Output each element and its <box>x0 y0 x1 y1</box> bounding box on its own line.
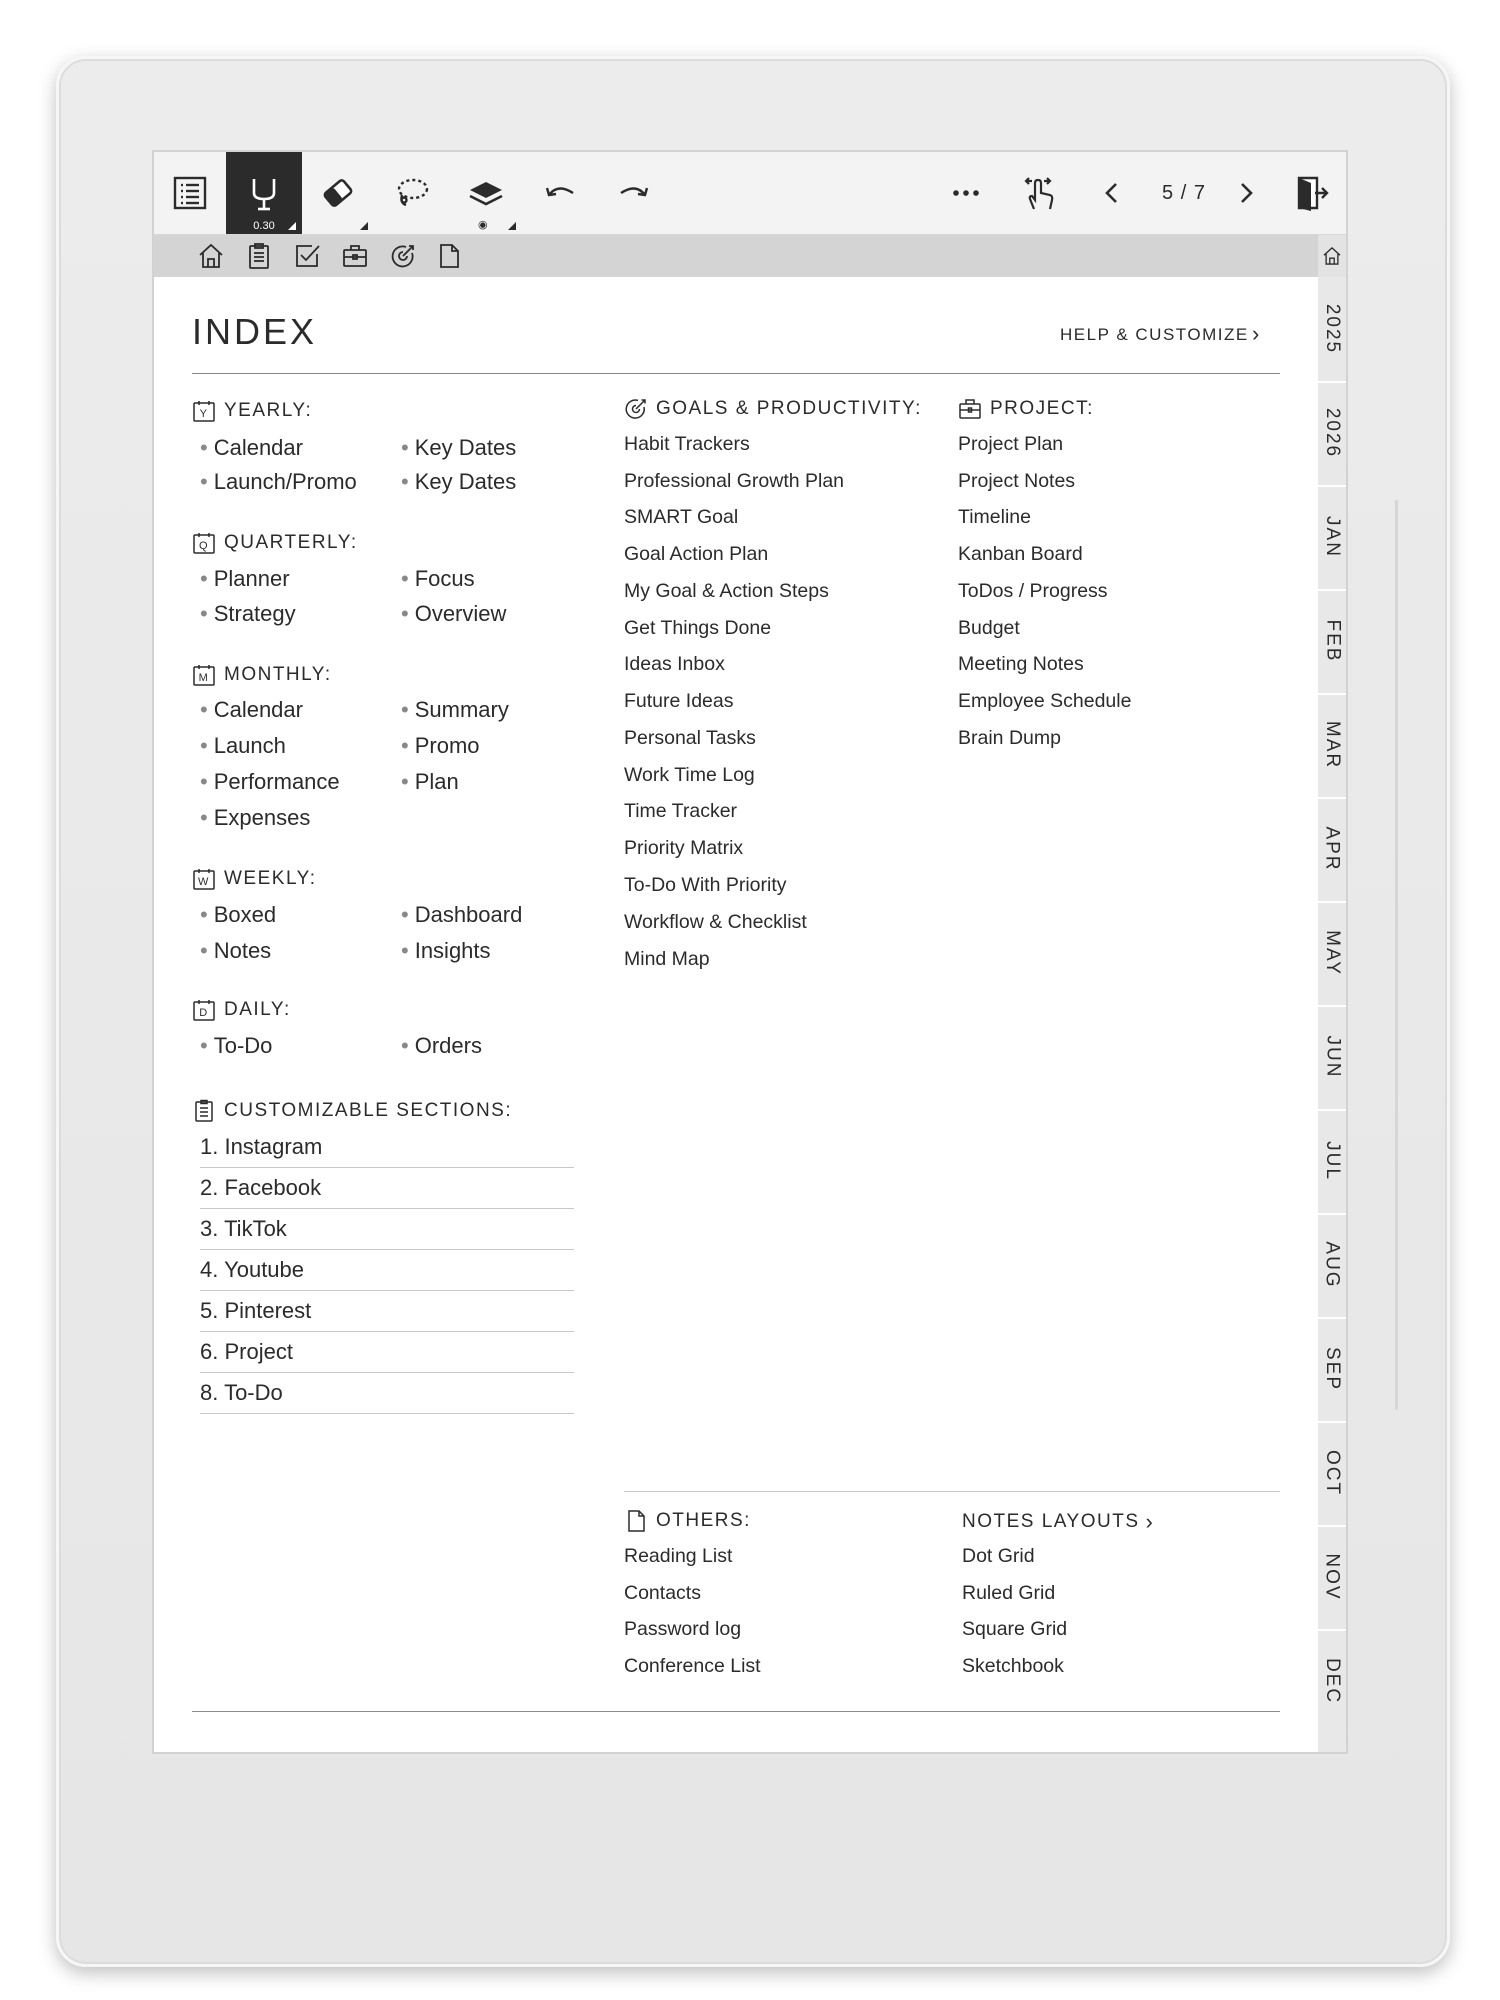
weekly-insights-link[interactable]: • Insights <box>401 938 491 963</box>
pen-icon <box>244 173 284 213</box>
yearly-key-dates-2-link[interactable]: • Key Dates <box>401 469 517 494</box>
tab-nov[interactable]: NOV <box>1318 1525 1346 1631</box>
checklist-icon[interactable] <box>290 239 324 273</box>
goals-item-link[interactable]: SMART Goal <box>624 506 739 528</box>
more-button[interactable] <box>930 152 1002 234</box>
svg-text:D: D <box>199 1007 209 1019</box>
monthly-performance-link[interactable]: • Performance <box>200 769 340 794</box>
redo-icon <box>614 173 654 213</box>
goals-item-link[interactable]: Goal Action Plan <box>624 543 769 565</box>
eraser-options-indicator <box>360 222 368 230</box>
project-item-link[interactable]: Brain Dump <box>958 727 1061 749</box>
prev-page-button[interactable] <box>1082 152 1142 234</box>
side-home-icon[interactable] <box>1318 235 1346 277</box>
chevron-right-icon: › <box>1252 321 1260 346</box>
pen-tool-button[interactable] <box>226 152 302 234</box>
briefcase-icon[interactable] <box>338 239 372 273</box>
visibility-icon: ◉ <box>478 219 488 231</box>
svg-text:Q: Q <box>198 540 210 552</box>
redo-button[interactable] <box>598 152 670 234</box>
quarterly-planner-link[interactable]: • Planner <box>200 566 290 591</box>
layers-button[interactable] <box>450 152 522 234</box>
calendar-m-icon <box>192 663 216 687</box>
yearly-heading: Y YEARLY: <box>192 399 312 423</box>
goals-item-link[interactable]: Workflow & Checklist <box>624 911 807 933</box>
yearly-launch-promo-link[interactable]: • Launch/Promo <box>200 469 357 494</box>
yearly-calendar-link[interactable]: • Calendar <box>200 435 303 460</box>
calendar-w-icon <box>192 867 216 891</box>
tab-dec[interactable]: DEC <box>1322 1657 1343 1705</box>
pen-options-indicator <box>288 222 296 230</box>
tab-apr[interactable]: APR <box>1318 797 1346 903</box>
tab-2026[interactable]: 2026 <box>1318 381 1346 487</box>
weekly-dashboard-link[interactable]: • Dashboard <box>401 902 523 927</box>
project-item-link[interactable]: Project Plan <box>958 433 1064 455</box>
eraser-tool-button[interactable] <box>302 152 374 234</box>
custom-section-item[interactable]: 3. TikTok <box>200 1209 574 1250</box>
project-item-link[interactable]: Project Notes <box>958 470 1076 492</box>
notes-layouts-heading[interactable]: NOTES LAYOUTS › <box>962 1509 1155 1534</box>
weekly-boxed-link[interactable]: • Boxed <box>200 902 277 927</box>
toolbar <box>154 152 1346 235</box>
others-item-link[interactable]: Reading List <box>624 1545 733 1567</box>
goal-icon <box>624 397 648 421</box>
table-of-contents-icon[interactable] <box>154 152 226 234</box>
others-divider <box>624 1491 1280 1492</box>
notes-layout-item-link[interactable]: Dot Grid <box>962 1545 1035 1567</box>
monthly-calendar-link[interactable]: • Calendar <box>200 697 303 722</box>
goals-item-link[interactable]: Mind Map <box>624 948 710 970</box>
monthly-promo-link[interactable]: • Promo <box>401 733 480 758</box>
customizable-heading: CUSTOMIZABLE SECTIONS: <box>192 1099 512 1123</box>
project-heading: PROJECT: <box>958 397 1094 421</box>
project-item-link[interactable]: Timeline <box>958 506 1031 528</box>
others-item-link[interactable]: Password log <box>624 1618 742 1640</box>
undo-icon <box>540 173 580 213</box>
prev-page-icon <box>1092 173 1132 213</box>
custom-section-item[interactable]: 6. Project <box>200 1332 574 1373</box>
custom-section-item[interactable]: 5. Pinterest <box>200 1291 574 1332</box>
next-page-icon <box>1226 173 1266 213</box>
weekly-notes-link[interactable]: • Notes <box>200 938 272 963</box>
touch-gesture-icon <box>1020 173 1060 213</box>
tab-aug[interactable]: AUG <box>1318 1213 1346 1319</box>
goals-item-link[interactable]: Personal Tasks <box>624 727 756 749</box>
chevron-right-icon: › <box>1145 1509 1155 1534</box>
page-title: INDEX <box>192 311 318 352</box>
goals-item-link[interactable]: Work Time Log <box>624 764 755 786</box>
goals-item-link[interactable]: Habit Trackers <box>624 433 750 455</box>
page-icon[interactable] <box>432 239 466 273</box>
notes-layout-item-link[interactable]: Sketchbook <box>962 1655 1064 1677</box>
tab-jul[interactable]: JUL <box>1318 1109 1346 1215</box>
project-item-link[interactable]: Employee Schedule <box>958 690 1132 712</box>
yearly-key-dates-link[interactable]: • Key Dates <box>401 435 517 460</box>
others-heading: OTHERS: <box>624 1509 751 1533</box>
calendar-y-icon <box>192 399 216 423</box>
monthly-plan-link[interactable]: • Plan <box>401 769 459 794</box>
project-item-link[interactable]: Budget <box>958 617 1020 639</box>
home-icon[interactable] <box>194 239 228 273</box>
monthly-summary-link[interactable]: • Summary <box>401 697 509 722</box>
page-icon <box>624 1509 648 1533</box>
tab-oct[interactable]: OCT <box>1318 1421 1346 1527</box>
more-icon <box>946 173 986 213</box>
custom-section-item[interactable]: 8. To-Do <box>200 1373 574 1414</box>
pen-size-label: 0.30 <box>253 220 275 232</box>
screen <box>154 152 1346 1752</box>
quarterly-focus-link[interactable]: • Focus <box>401 566 475 591</box>
goals-item-link[interactable]: My Goal & Action Steps <box>624 580 829 602</box>
touch-gesture-button[interactable] <box>1004 152 1076 234</box>
daily-todo-link[interactable]: • To-Do <box>200 1033 273 1058</box>
next-page-button[interactable] <box>1216 152 1276 234</box>
goals-item-link[interactable]: Time Tracker <box>624 800 738 822</box>
svg-text:W: W <box>198 876 210 888</box>
daily-heading: D DAILY: <box>192 998 291 1022</box>
others-item-link[interactable]: Contacts <box>624 1582 701 1604</box>
help-customize-link[interactable]: HELP & CUSTOMIZE <box>1060 325 1249 344</box>
tab-feb[interactable]: FEB <box>1318 589 1346 695</box>
svg-text:M: M <box>198 672 210 684</box>
layers-options-indicator <box>508 222 516 230</box>
custom-section-item[interactable]: 1. Instagram <box>200 1127 574 1168</box>
goals-item-link[interactable]: To-Do With Priority <box>624 874 787 896</box>
lasso-tool-button[interactable] <box>376 152 448 234</box>
monthly-heading: M MONTHLY: <box>192 663 332 687</box>
goals-heading: GOALS & PRODUCTIVITY: <box>624 397 922 421</box>
monthly-expenses-link[interactable]: • Expenses <box>200 805 311 830</box>
custom-section-item[interactable]: 4. Youtube <box>200 1250 574 1291</box>
project-item-link[interactable]: Meeting Notes <box>958 653 1084 675</box>
tab-jun[interactable]: JUN <box>1318 1005 1346 1111</box>
goals-item-link[interactable]: Ideas Inbox <box>624 653 725 675</box>
notes-icon[interactable] <box>242 239 276 273</box>
svg-text:Y: Y <box>199 408 209 420</box>
undo-button[interactable] <box>524 152 596 234</box>
bottom-divider <box>192 1711 1280 1712</box>
notes-layout-item-link[interactable]: Ruled Grid <box>962 1582 1056 1604</box>
tab-sep[interactable]: SEP <box>1318 1317 1346 1423</box>
weekly-heading: W WEEKLY: <box>192 867 317 891</box>
monthly-launch-link[interactable]: • Launch <box>200 733 286 758</box>
exit-button[interactable] <box>1276 152 1346 234</box>
calendar-q-icon <box>192 531 216 555</box>
tab-jan[interactable]: JAN <box>1318 485 1346 591</box>
quarterly-strategy-link[interactable]: • Strategy <box>200 601 296 626</box>
page-indicator: 5 / 7 <box>1162 181 1206 204</box>
briefcase-icon <box>958 397 982 421</box>
others-item-link[interactable]: Conference List <box>624 1655 761 1677</box>
exit-icon <box>1291 173 1331 213</box>
quarterly-heading: Q QUARTERLY: <box>192 531 358 555</box>
notes-icon <box>192 1099 216 1123</box>
goals-item-link[interactable]: Future Ideas <box>624 690 734 712</box>
nav-strip <box>154 235 1318 277</box>
notes-layout-item-link[interactable]: Square Grid <box>962 1618 1068 1640</box>
project-item-link[interactable]: ToDos / Progress <box>958 580 1108 602</box>
tab-2025[interactable]: 2025 <box>1318 277 1346 383</box>
goal-icon[interactable] <box>386 239 420 273</box>
goals-item-link[interactable]: Priority Matrix <box>624 837 744 859</box>
tablet-edge <box>1395 500 1398 1410</box>
daily-orders-link[interactable]: • Orders <box>401 1033 482 1058</box>
title-divider <box>192 373 1280 374</box>
eraser-icon <box>318 173 358 213</box>
custom-section-item[interactable]: 2. Facebook <box>200 1168 574 1209</box>
calendar-d-icon <box>192 998 216 1022</box>
lasso-icon <box>392 173 432 213</box>
quarterly-overview-link[interactable]: • Overview <box>401 601 507 626</box>
goals-item-link[interactable]: Professional Growth Plan <box>624 470 845 492</box>
layers-icon <box>466 173 506 213</box>
project-item-link[interactable]: Kanban Board <box>958 543 1083 565</box>
index-page <box>154 277 1318 1752</box>
tab-may[interactable]: MAY <box>1318 901 1346 1007</box>
side-tabs <box>1318 235 1346 1752</box>
goals-item-link[interactable]: Get Things Done <box>624 617 772 639</box>
tab-mar[interactable]: MAR <box>1318 693 1346 799</box>
